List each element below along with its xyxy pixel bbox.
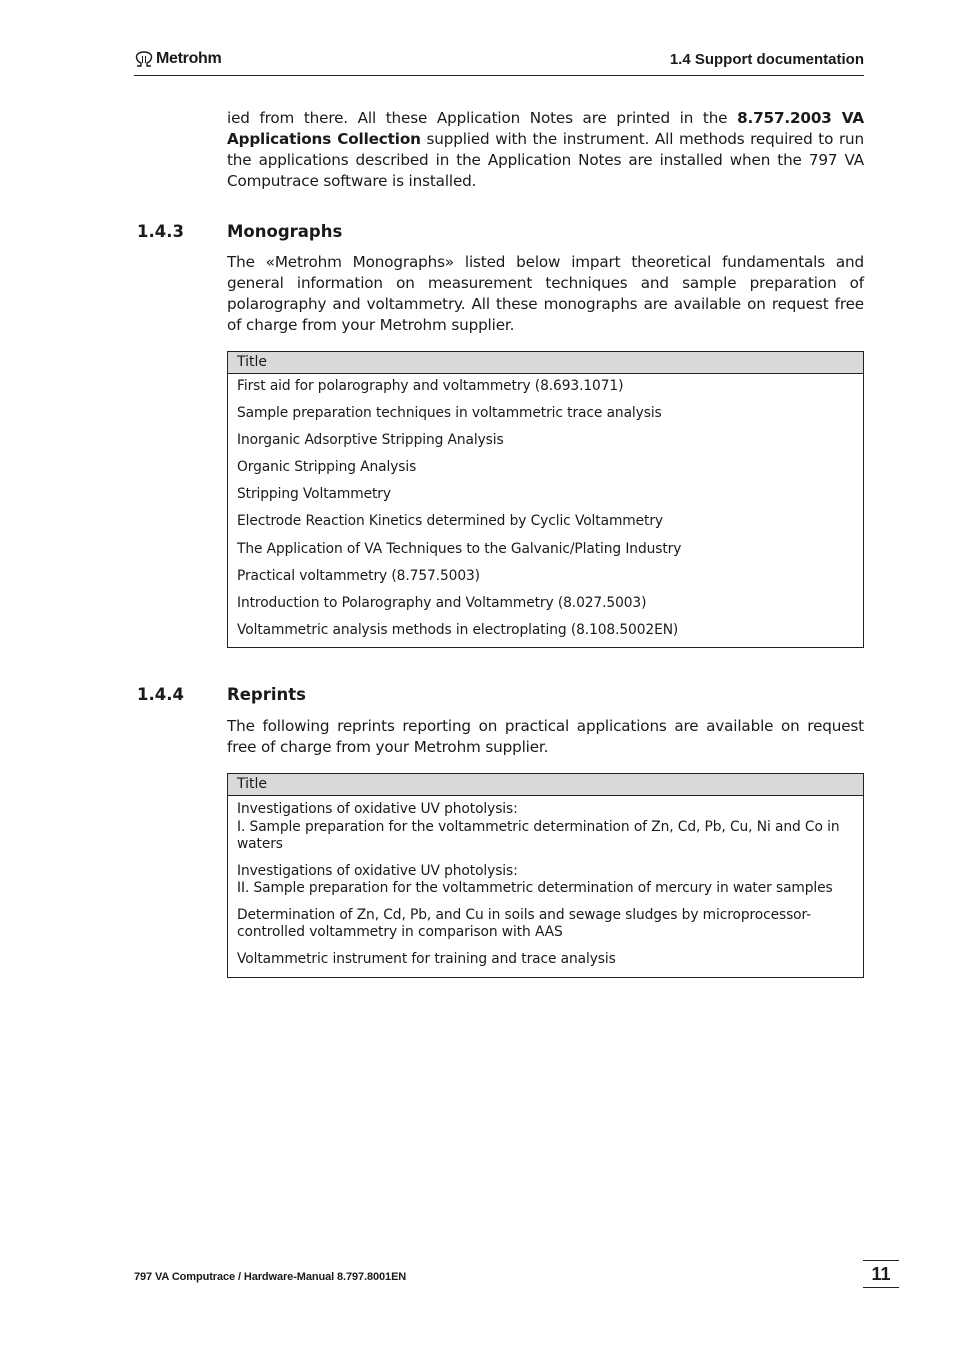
table-row: First aid for polarography and voltammetry (8.693.1071) bbox=[237, 378, 624, 394]
table-row: Introduction to Polarography and Voltammetry (8.027.5003) bbox=[237, 594, 647, 611]
reprints-description bbox=[227, 716, 864, 758]
intro-paragraph bbox=[227, 108, 864, 192]
table-row: Voltammetric analysis methods in electroplating (8.108.5002EN) bbox=[237, 621, 679, 638]
page-number: 11 bbox=[863, 1260, 899, 1288]
header-section-title: 1.4 Support documentation bbox=[669, 51, 864, 68]
table-row: Voltammetric instrument for training and trace analysis bbox=[237, 950, 616, 967]
table-row: The Application of VA Techniques to the Galvanic/Plating Industry bbox=[237, 540, 682, 557]
table-row: Electrode Reaction Kinetics determined by Cyclic Voltammetry bbox=[237, 513, 663, 530]
table-row: Investigations of oxidative UV photolysis: I. Sample preparation for the voltammetric determination of Zn, Cd, Pb, Cu, Ni and Co in waters bbox=[237, 801, 840, 852]
section-title-monographs: Monographs bbox=[227, 222, 343, 241]
reprints-description-text: The following reprints reporting on practical applications are available on request free of charge from your Metrohm supplier. bbox=[227, 717, 864, 756]
table-header: Title bbox=[228, 774, 863, 796]
metrohm-logo bbox=[134, 50, 221, 68]
monographs-description bbox=[227, 252, 864, 336]
table-row: Determination of Zn, Cd, Pb, and Cu in soils and sewage sludges by microprocessor-controlled voltammetry in comparison with AAS bbox=[237, 906, 812, 940]
logo-text: Metrohm bbox=[156, 50, 222, 67]
page-header bbox=[134, 48, 864, 76]
intro-text-1: ied from there. All these Application Notes are printed in the bbox=[227, 109, 738, 127]
section-title-reprints: Reprints bbox=[227, 685, 306, 704]
table-row: Inorganic Adsorptive Stripping Analysis bbox=[237, 432, 504, 449]
monographs-table bbox=[227, 351, 864, 648]
section-number-monographs: 1.4.3 bbox=[137, 222, 184, 241]
reprints-table bbox=[227, 773, 864, 978]
table-row: Organic Stripping Analysis bbox=[237, 459, 417, 476]
table-row: Stripping Voltammetry bbox=[237, 486, 391, 503]
section-number-reprints: 1.4.4 bbox=[137, 685, 184, 704]
monographs-description-text: The «Metrohm Monographs» listed below impart theoretical fundamentals and general information on measurement techniques and sample preparation of polarography and voltammetry. All these monographs are available on request free of charge from your Metrohm supplier. bbox=[227, 253, 864, 334]
table-header: Title bbox=[228, 352, 863, 374]
omega-icon bbox=[134, 51, 154, 68]
footer-manual-title: 797 VA Computrace / Hardware-Manual 8.797.8001EN bbox=[134, 1271, 407, 1283]
intro-text-2: supplied with the instrument. All methods required to run the applications described in the Application Notes are installed when the 797 VA Computrace software is installed. bbox=[227, 130, 864, 190]
table-row: Practical voltammetry (8.757.5003) bbox=[237, 567, 480, 584]
table-row: Investigations of oxidative UV photolysis: II. Sample preparation for the voltammetric determination of mercury in water samples bbox=[237, 862, 833, 896]
intro-bold-collection: 8.757.2003 VA Applications Collection bbox=[227, 109, 864, 148]
table-row: Sample preparation techniques in voltammetric trace analysis bbox=[237, 405, 662, 422]
